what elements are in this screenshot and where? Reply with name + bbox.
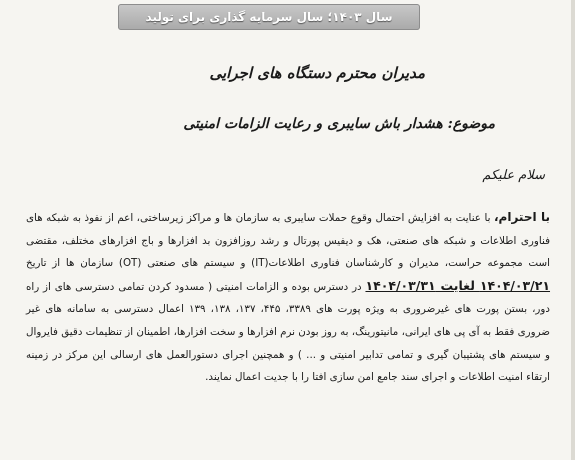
body-lead: با احترام، [493,210,551,224]
greeting-line: سلام علیکم [482,168,545,183]
date-range: ۱۴۰۴/۰۳/۲۱ لغایت ۱۴۰۴/۰۳/۳۱ [365,277,551,293]
body-text-part2: در دسترس بوده و الزامات امنیتی ( مسدود کردن تمامی دسترسی های از راه دور، بستن پورت های غیرضروری به ویژه پورت های ۳۳۸۹، ۴۴۵، ۱۳۷، ۱۳۸، ۱۳۹ اعمال دسترسی به سامانه های غیر ضروری فقط به آی پی های ایرانی، مانیتورینگ، به روز بودن نرم افزارها و سخت افزارها، اطمینان از تنظیمات دقیق فایروال و سیستم های پشتیبان گیری و تمامی تدابیر امنیتی و ... ) و همچنین اجرای دستورالعمل های ارسالی این مرکز در زمینه ارتقاء امنیت اطلاعات و اجرای سند جامع امن سازی افتا را با جدیت اعمال نمایند. [26,280,550,384]
year-slogan-banner [118,4,420,30]
subject-line: موضوع: هشدار باش سایبری و رعایت الزامات امنیتی [183,116,495,132]
banner-text: سال ۱۴۰۳؛ سال سرمایه گذاری برای تولید [145,10,393,24]
page-edge [571,0,575,460]
body-text-part1: با عنایت به افزایش احتمال وقوع حملات سایبری به سازمان ها و مراکز زیرساختی، اعم از نفوذ به شبکه های فناوری اطلاعات و شبکه های صنعتی، هک و دیفیس پورتال و رشد روزافزون بد افزارها و باج افزارهای مختلف، مقتضی است مجموعه حراست، مدیران و کارشناسان فناوری اطلاعات(IT) و سیستم های صنعتی (OT) سازمان ها از تاریخ [26,212,551,270]
letter-body [26,206,550,389]
addressee-line: مدیران محترم دستگاه های اجرایی [209,64,425,82]
